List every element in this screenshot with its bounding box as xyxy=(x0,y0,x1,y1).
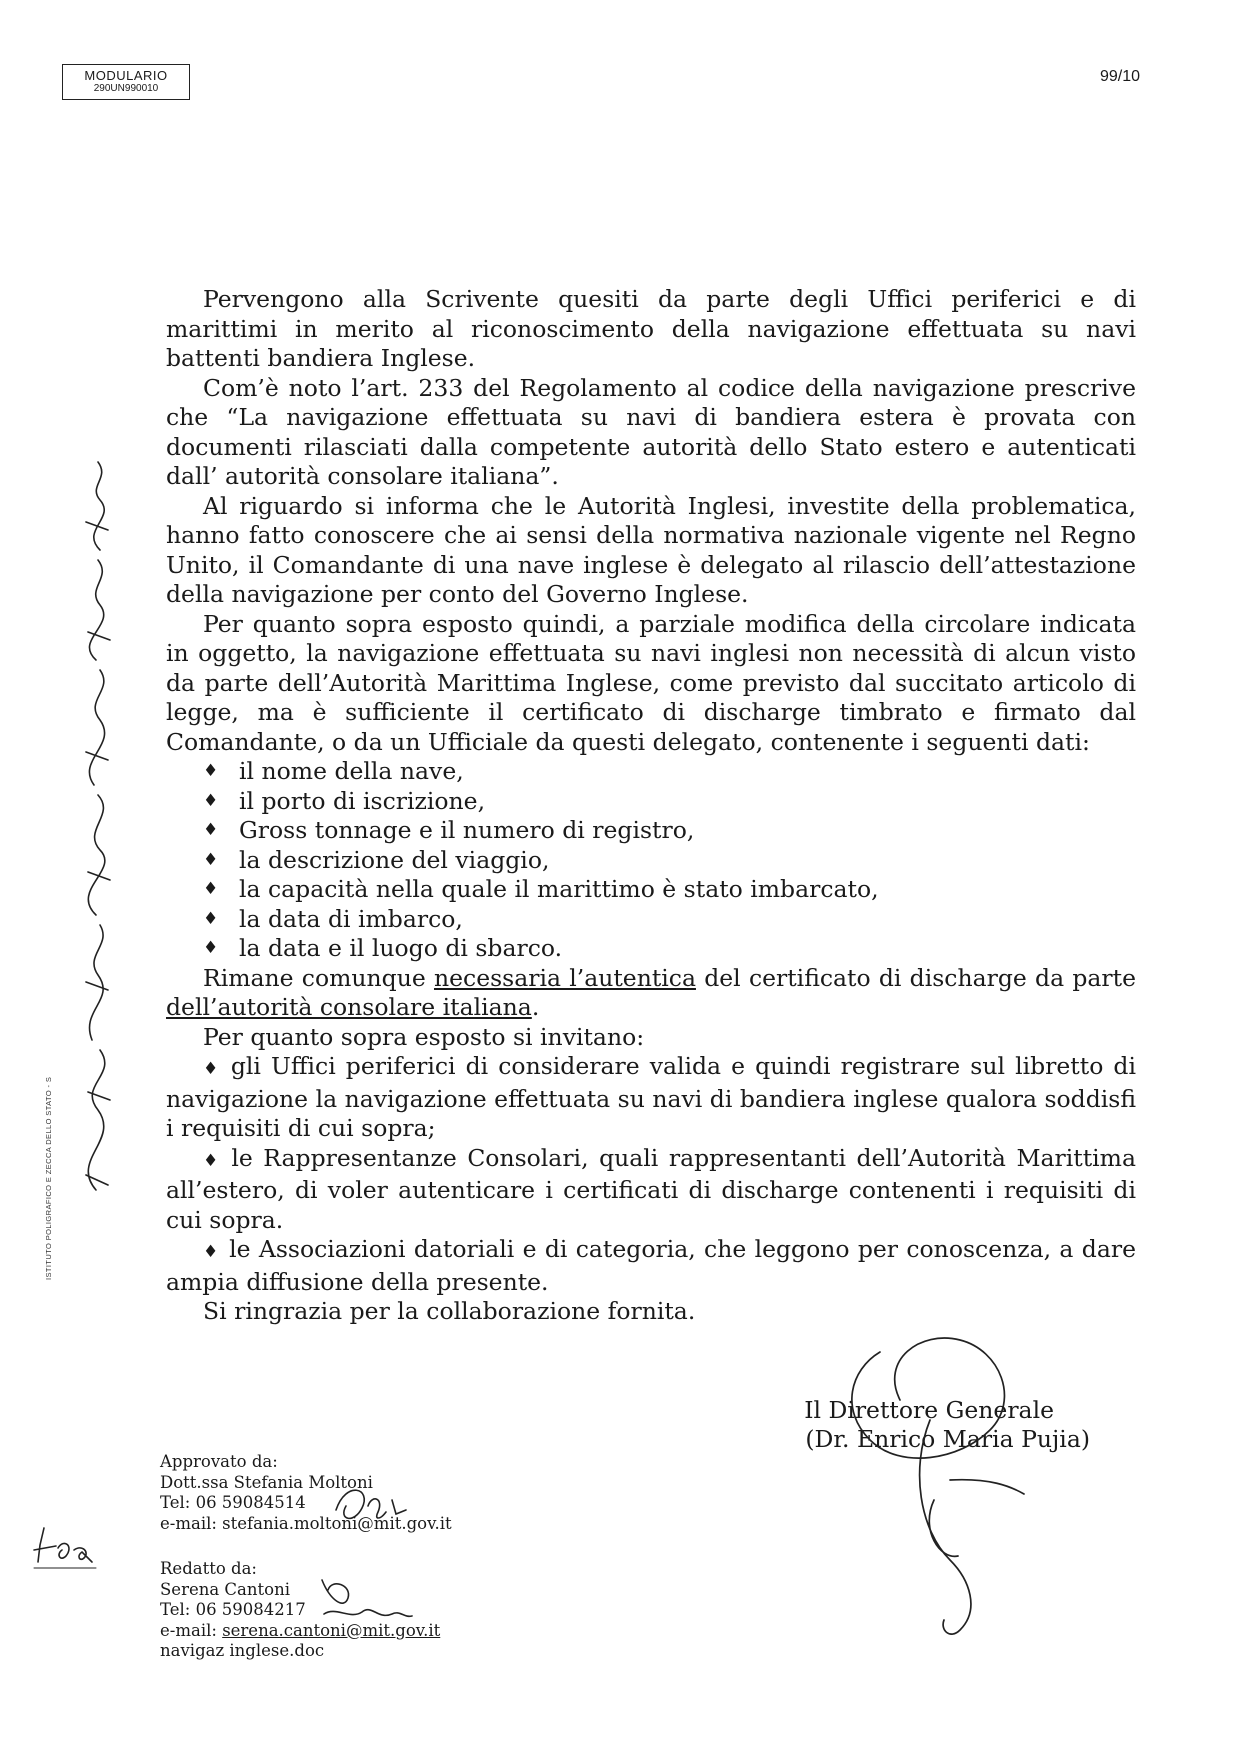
invite-item: ♦ le Rappresentanze Consolari, quali rappresentanti dell’Autorità Marittima all’estero, di voler autenticare i certificati di discharge contenenti i requisiti di cui sopra. xyxy=(166,1143,1136,1234)
underlined-phrase: dell’autorità consolare italiana xyxy=(166,993,532,1021)
diamond-bullet-icon: ♦ xyxy=(203,820,219,840)
list-item: ♦ il porto di iscrizione, xyxy=(203,786,486,815)
drafted-name: Serena Cantoni xyxy=(160,1579,290,1599)
drafted-email: e-mail: serena.cantoni@mit.gov.it xyxy=(160,1620,441,1640)
diamond-bullet-icon: ♦ xyxy=(203,761,219,781)
list-item: ♦ la descrizione del viaggio, xyxy=(203,845,550,874)
margin-initials xyxy=(34,1528,96,1568)
approved-tel: Tel: 06 59084514 xyxy=(160,1493,306,1512)
drafter-signature xyxy=(322,1580,412,1616)
form-code: 290UN990010 xyxy=(93,83,159,94)
paragraph-uk-authorities: Al riguardo si informa che le Autorità Inglesi, investite della problematica, hanno fatto conoscere che ai sensi della normativa nazionale vigente nel Regno Unito, il Comandante di una nave inglese è delegato al rilascio dell’attestazione della navigazione per conto del Governo Inglese. xyxy=(166,491,1136,608)
diamond-bullet-icon: ♦ xyxy=(203,849,219,870)
diamond-bullet-icon: ♦ xyxy=(203,790,219,811)
approver-signature xyxy=(336,1490,406,1518)
signatory-name: (Dr. Enrico Maria Pujia) xyxy=(805,1425,1090,1453)
paragraph-article-233: Com’è noto l’art. 233 del Regolamento al codice della navigazione prescrive che “La navigazione effettuata su navi di bandiera estera è provata con documenti rilasciati dalla competente autorità dello Stato estero e autenticati dall’ autorità consolare italiana”. xyxy=(166,373,1136,490)
email-link[interactable]: serena.cantoni@mit.gov.it xyxy=(222,1620,441,1640)
closing-line: Si ringrazia per la collaborazione fornita. xyxy=(203,1297,696,1325)
approved-email: e-mail: stefania.moltoni@mit.gov.it xyxy=(160,1513,452,1533)
invite-item: ♦ le Associazioni datoriali e di categoria, che leggono per conoscenza, a dare ampia diffusione della presente. xyxy=(166,1235,1136,1296)
paragraph-intro: Pervengono alla Scrivente quesiti da parte degli Uffici periferici e di marittimi in merito al riconoscimento della navigazione effettuata su navi battenti bandiera Inglese. xyxy=(166,285,1136,372)
ministry-script-letterhead xyxy=(86,462,110,1190)
invite-item: ♦ gli Uffici periferici di considerare valida e quindi registrare sul libretto di navigazione la navigazione effettuata su navi di bandiera inglese qualora soddisfi i requisiti di cui sopra; xyxy=(166,1052,1136,1142)
diamond-bullet-icon: ♦ xyxy=(203,1150,222,1171)
director-signature xyxy=(852,1338,1024,1634)
diamond-bullet-icon: ♦ xyxy=(203,938,219,958)
diamond-bullet-icon: ♦ xyxy=(203,879,219,899)
underlined-phrase: necessaria l’autentica xyxy=(433,963,696,992)
paragraph-modification: Per quanto sopra esposto quindi, a parziale modifica della circolare indicata in oggetto, la navigazione effettuata su navi inglesi non necessità di alcun visto da parte dell’Autorità Marittima Inglese, come previsto dal succitato articolo di legge, ma è sufficiente il certificato di discharge timbrato e firmato dal Comandante, o da un Ufficiale da questi delegato, contenente i seguenti dati: xyxy=(166,609,1136,756)
diamond-bullet-icon: ♦ xyxy=(203,1242,220,1262)
approved-name: Dott.ssa Stefania Moltoni xyxy=(160,1472,373,1492)
list-item: ♦ la data e il luogo di sbarco. xyxy=(203,934,563,962)
list-item: ♦ il nome della nave, xyxy=(203,757,464,785)
diamond-bullet-icon: ♦ xyxy=(203,908,219,929)
list-item: ♦ Gross tonnage e il numero di registro, xyxy=(203,816,695,844)
list-item: ♦ la capacità nella quale il marittimo è stato imbarcato, xyxy=(203,875,879,903)
page-code: 99/10 xyxy=(1100,68,1141,85)
paragraph-authentication: Rimane comunque necessaria l’autentica del certificato di discharge da parte dell’autorità consolare italiana. xyxy=(166,963,1136,1021)
paragraph-invitations: Per quanto sopra esposto si invitano: xyxy=(203,1022,645,1051)
drafted-tel: Tel: 06 59084217 xyxy=(160,1600,306,1619)
approved-label: Approvato da: xyxy=(160,1452,278,1471)
diamond-bullet-icon: ♦ xyxy=(203,1059,221,1079)
list-item: ♦ la data di imbarco, xyxy=(203,904,463,933)
signatory-title: Il Direttore Generale xyxy=(804,1396,1054,1424)
printer-credit: ISTITUTO POLIGRAFICO E ZECCA DELLO STATO - S xyxy=(44,1076,53,1280)
document-filename: navigaz inglese.doc xyxy=(160,1641,325,1660)
form-label: MODULARIO xyxy=(84,68,168,83)
drafted-label: Redatto da: xyxy=(160,1559,257,1578)
